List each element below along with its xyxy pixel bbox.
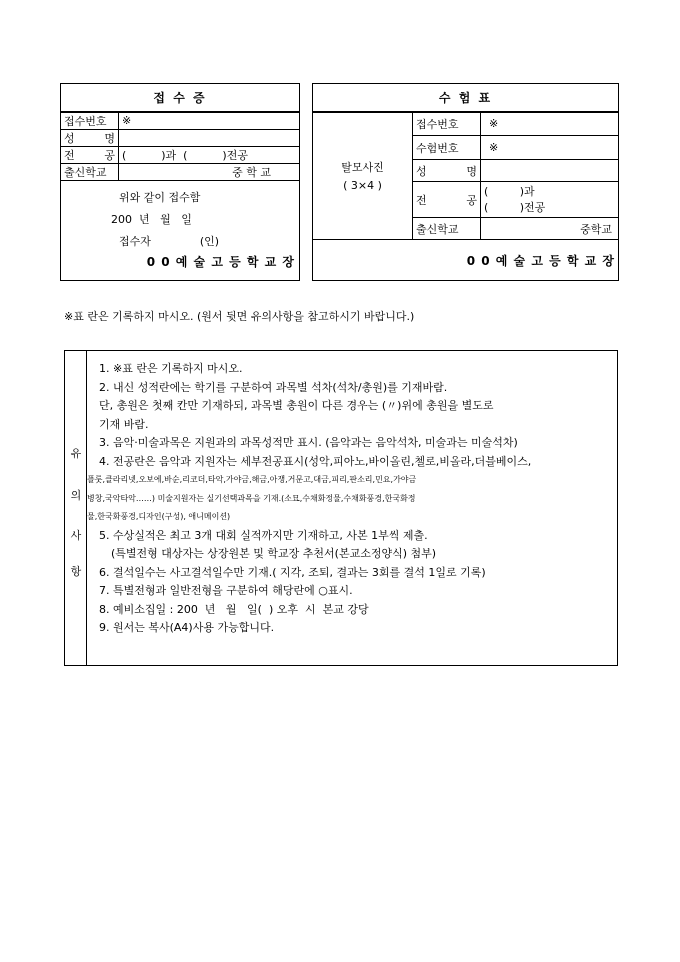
receipt-value-major[interactable]: ( )과 ( )전공 <box>119 146 300 163</box>
form-note: ※표 란은 기록하지 마시오. (원서 뒷면 유의사항을 참고하시기 바랍니다.) <box>64 310 415 323</box>
caution-line: (특별전형 대상자는 상장원본 및 학교장 추천서(본교소정양식) 첨부) <box>111 547 437 560</box>
ticket-label-exam-no: 수험번호 <box>413 136 481 160</box>
ticket-value-exam-no[interactable]: ※ <box>481 136 619 160</box>
caution-line: 8. 예비소집일 : 200 년 월 일( ) 오후 시 본교 강당 <box>99 602 369 616</box>
ticket-label-major: 전 공 <box>413 182 481 218</box>
side-char-2: 의 <box>70 489 82 502</box>
receipt-form <box>60 83 300 281</box>
receipt-label-school: 출신학교 <box>61 163 119 180</box>
cautions-list <box>87 360 613 638</box>
receipt-school-principal: 0 0 예 술 고 등 학 교 장 <box>146 254 295 269</box>
receipt-confirm-area <box>61 180 300 281</box>
receipt-label-reg-no: 접수번호 <box>61 112 119 130</box>
caution-line: 물,한국화풍경,디자인(구성), 애니메이션) <box>87 512 231 521</box>
caution-line: 9. 원서는 복사(A4)사용 가능합니다. <box>99 621 275 634</box>
receipt-date: 200 년 월 일 <box>111 212 192 226</box>
caution-line: 7. 특별전형과 일반전형을 구분하여 해당란에 ○표시. <box>99 584 353 597</box>
cautions-side-label <box>65 351 87 665</box>
ticket-label-name: 성 명 <box>413 160 481 182</box>
photo-size: ( 3×4 ) <box>343 179 382 193</box>
caution-line: 플룻,클라리넷,오보에,바순,리코더,타악,가야금,해금,아쟁,거문고,대금,피리,판소리,민요,가야금 <box>87 475 417 484</box>
receipt-receiver: 접수자 (인) <box>119 234 220 248</box>
exam-ticket-title: 수 험 표 <box>313 84 619 112</box>
caution-line: 2. 내신 성적란에는 학기를 구분하여 과목별 석차(석차/총원)를 기재바람. <box>99 380 448 394</box>
caution-line: 1. ※표 란은 기록하지 마시오. <box>99 362 243 375</box>
photo-label: 탈모사진 <box>341 161 384 175</box>
caution-line: 4. 전공란은 음악과 지원자는 세부전공표시(성악,피아노,바이올린,첼로,비올라,더블베이스, <box>99 454 532 468</box>
ticket-label-school: 출신학교 <box>413 218 481 240</box>
receipt-label-major: 전 공 <box>61 146 119 163</box>
receipt-title: 접 수 증 <box>61 84 300 112</box>
side-char-4: 항 <box>70 565 82 578</box>
receipt-label-name: 성 명 <box>61 129 119 146</box>
caution-line: 6. 결석일수는 사고결석일수만 기재.( 지각, 조퇴, 결과는 3회를 결석 1일로 기록) <box>99 565 486 579</box>
caution-line: 3. 음악·미술과목은 지원과의 과목성적만 표시. (음악과는 음악석차, 미술과는 미술석차) <box>99 436 518 449</box>
receipt-value-name[interactable] <box>119 129 300 146</box>
ticket-value-reg-no[interactable]: ※ <box>481 112 619 136</box>
ticket-school-principal: 0 0 예 술 고 등 학 교 장 <box>313 240 619 281</box>
caution-line: 5. 수상실적은 최고 3개 대회 실적까지만 기재하고, 사본 1부씩 제출. <box>99 528 428 542</box>
ticket-major-dept: ( )과 <box>484 184 535 198</box>
receipt-value-reg-no[interactable]: ※ <box>119 112 300 130</box>
caution-line: 병창,국악타악……) 미술지원자는 실기선택과목을 기재.(소묘,수채화정물,수채화풍경,한국화정 <box>87 493 416 503</box>
side-char-3: 사 <box>70 529 82 542</box>
caution-line: 기재 바람. <box>99 417 149 431</box>
ticket-value-major[interactable] <box>481 182 619 218</box>
caution-line: 단, 총원은 첫째 칸만 기재하되, 과목별 총원이 다른 경우는 (〃)위에 총원을 별도로 <box>99 399 494 412</box>
ticket-value-name[interactable] <box>481 160 619 182</box>
ticket-major-track: ( )전공 <box>484 200 546 214</box>
photo-area <box>313 112 413 240</box>
ticket-value-school[interactable]: 중학교 <box>481 218 619 240</box>
receipt-value-school[interactable]: 중 학 교 <box>119 163 300 180</box>
side-char-1: 유 <box>70 447 82 460</box>
ticket-label-reg-no: 접수번호 <box>413 112 481 136</box>
exam-ticket-form <box>312 83 619 281</box>
receipt-confirm-text: 위와 같이 접수함 <box>119 190 201 204</box>
cautions-box <box>64 350 618 666</box>
